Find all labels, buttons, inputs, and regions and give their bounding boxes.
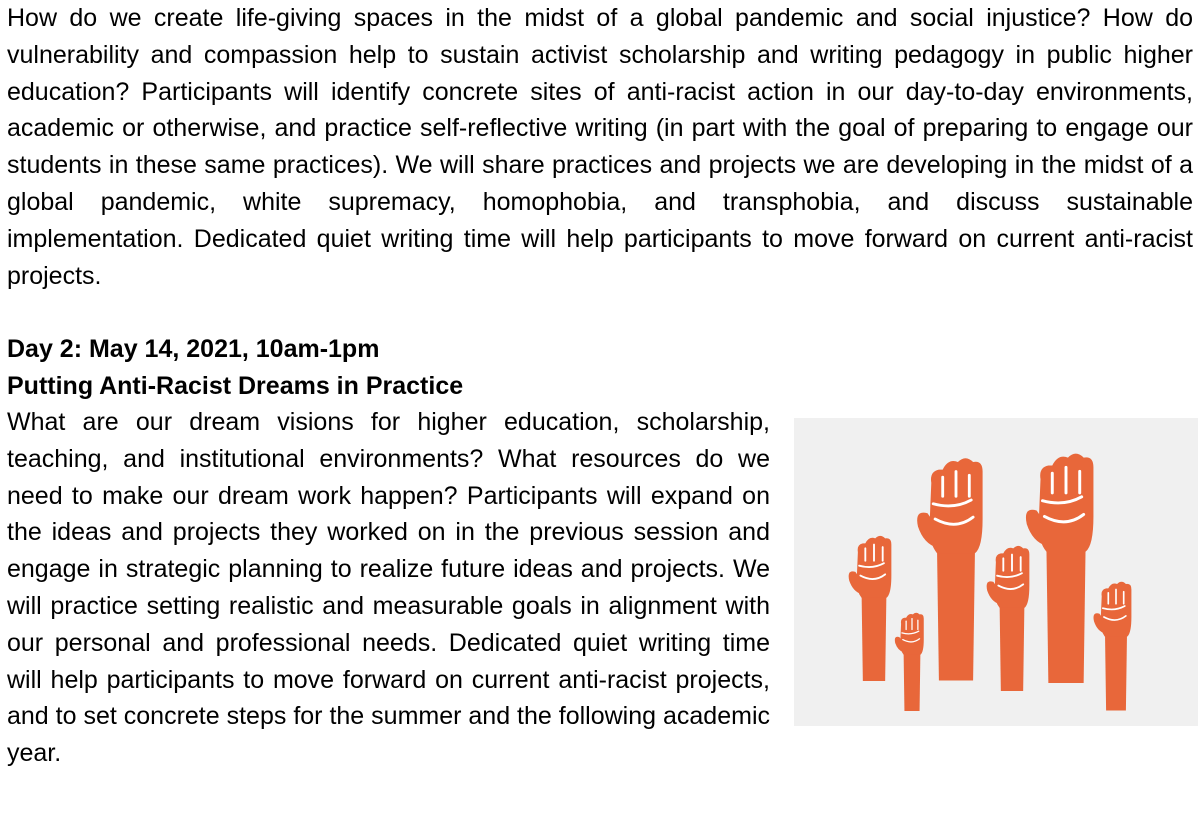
day-2-paragraph: What are our dream visions for higher education, scholarship, teaching, and institutional environments? What resources do we need to make our dream work happen? Participants will expand on the ideas and projects they worked on in the previous session and engage in strategic planning to realize future ideas and projects. We will practice setting realistic and measurable goals in alignment with our personal and professional needs. Dedicated quiet writing time will help participants to move forward on current anti-racist projects, and to set concrete steps for the summer and the following academic year. [7,408,770,768]
day-2-heading: Day 2: May 14, 2021, 10am-1pm [7,335,380,363]
day-2-title: Putting Anti-Racist Dreams in Practice [7,372,464,400]
raised-fists-icon [794,418,1198,726]
raised-fists-illustration [794,418,1198,726]
intro-paragraph: How do we create life-giving spaces in the midst of a global pandemic and social injustice? How do vulnerability and compassion help to sustain activist scholarship and writing pedagogy in public higher education? Participants will identify concrete sites of anti-racist action in our day-to-day environments, academic or otherwise, and practice self-reflective writing (in part with the goal of preparing to engage our students in these same practices). We will share practices and projects we are developing in the midst of a global pandemic, white supremacy, homophobia, and transphobia, and discuss sustainable implementation. Dedicated quiet writing time will help participants to move forward on current anti-racist projects. [7,4,1193,290]
